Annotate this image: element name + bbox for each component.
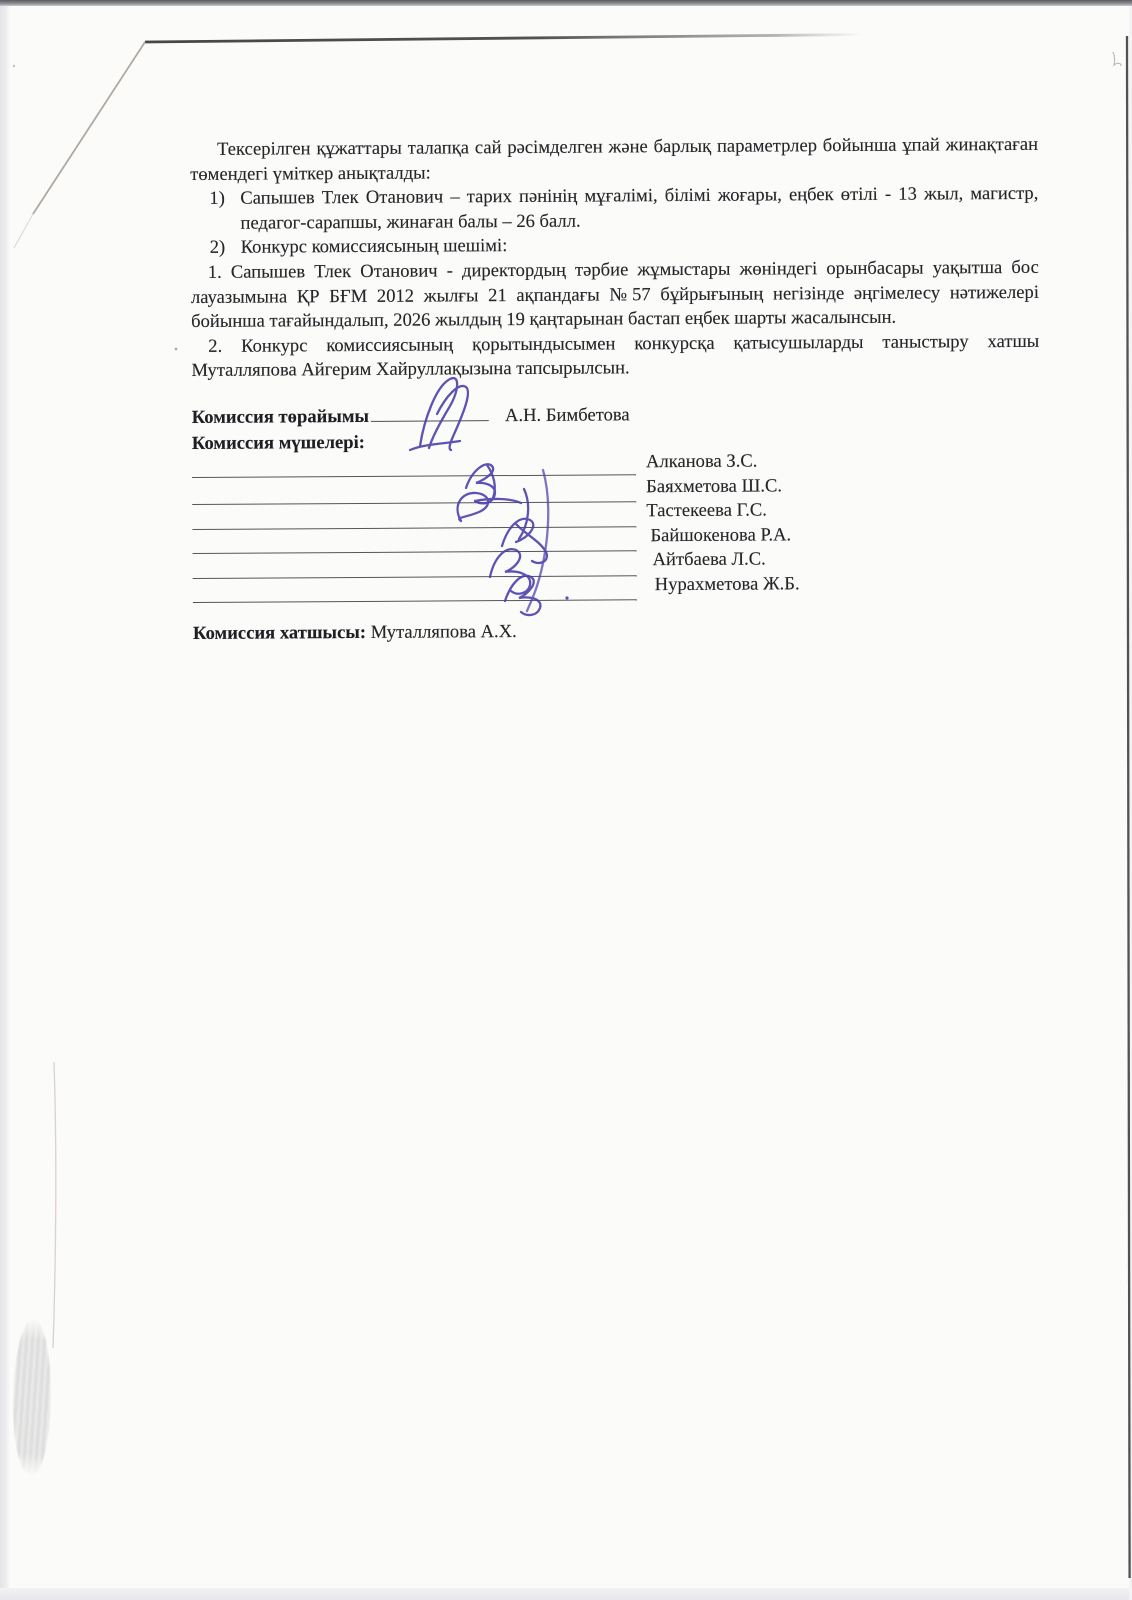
scan-edge-top — [0, 0, 1132, 6]
intro-paragraph: Тексерілген құжаттары талапқа сай рәсімделген және барлық параметрлер бойынша ұпай жинақтаған төмендегі үміткер анықталды: — [190, 133, 1039, 185]
chair-signature-line — [371, 403, 489, 422]
members-label: Комиссия мүшелері: — [191, 431, 366, 454]
scan-edge-bottom — [0, 1588, 1132, 1600]
member-signature-line — [193, 589, 637, 603]
scan-artifact-smudge — [10, 1317, 53, 1476]
list-item-text: Конкурс комиссиясының шешімі: — [240, 235, 508, 259]
secretary-label: Комиссия хатшысы: — [192, 622, 367, 645]
signature-block — [192, 400, 1041, 647]
member-name: Баяхметова Ш.С. — [646, 474, 783, 497]
list-item-number: 1) — [209, 187, 225, 210]
chair-name: А.Н. Бимбетова — [504, 404, 630, 427]
decision-paragraph: 1. Сапышев Тлек Отанович - директордың тәрбие жұмыстары жөніндегі орынбасары уақытша бос лауазымына ҚР БҒМ 2012 жылғы 21 ақпандағы №57 бұйрығының негізінде әңгімелесу нәтижелері бойынша тағайындалып, 2026 жылдың 19 қаңтарынан бастап еңбек шарты жасалынсын. — [190, 256, 1040, 333]
secretary-name: Муталляпова А.Х. — [370, 621, 517, 644]
list-item — [190, 182, 1038, 236]
member-signature-line — [192, 464, 636, 478]
member-name: Айтбаева Л.С. — [652, 548, 766, 571]
secretary-row — [193, 617, 1041, 647]
list-item-text: Сапышев Тлек Отанович – тарих пәнінің мұғалімі, білімі жоғары, еңбек өтілі - 13 жыл, магистр, педагог-сарапшы, жинаған балы – 26 балл. — [240, 183, 1039, 234]
member-signature-row — [193, 573, 1041, 603]
chair-signature-row — [192, 400, 1040, 431]
scan-edge-left — [0, 6, 10, 1600]
document-body — [190, 133, 1041, 647]
chair-label: Комиссия төрайымы — [191, 405, 370, 428]
decision-paragraph: 2. Конкурс комиссиясының қорытындысымен конкурсқа қатысушыларды таныстыру хатшы Муталляпова Айгерим Хайруллақызына тапсырылсын. — [191, 330, 1040, 382]
member-name: Алканова З.С. — [645, 450, 758, 473]
member-name: Нурахметова Ж.Б. — [654, 572, 800, 595]
member-name: Тастекеева Г.С. — [646, 499, 767, 522]
member-name: Байшокенова Р.А. — [650, 523, 792, 546]
list-item-number: 2) — [209, 237, 226, 259]
